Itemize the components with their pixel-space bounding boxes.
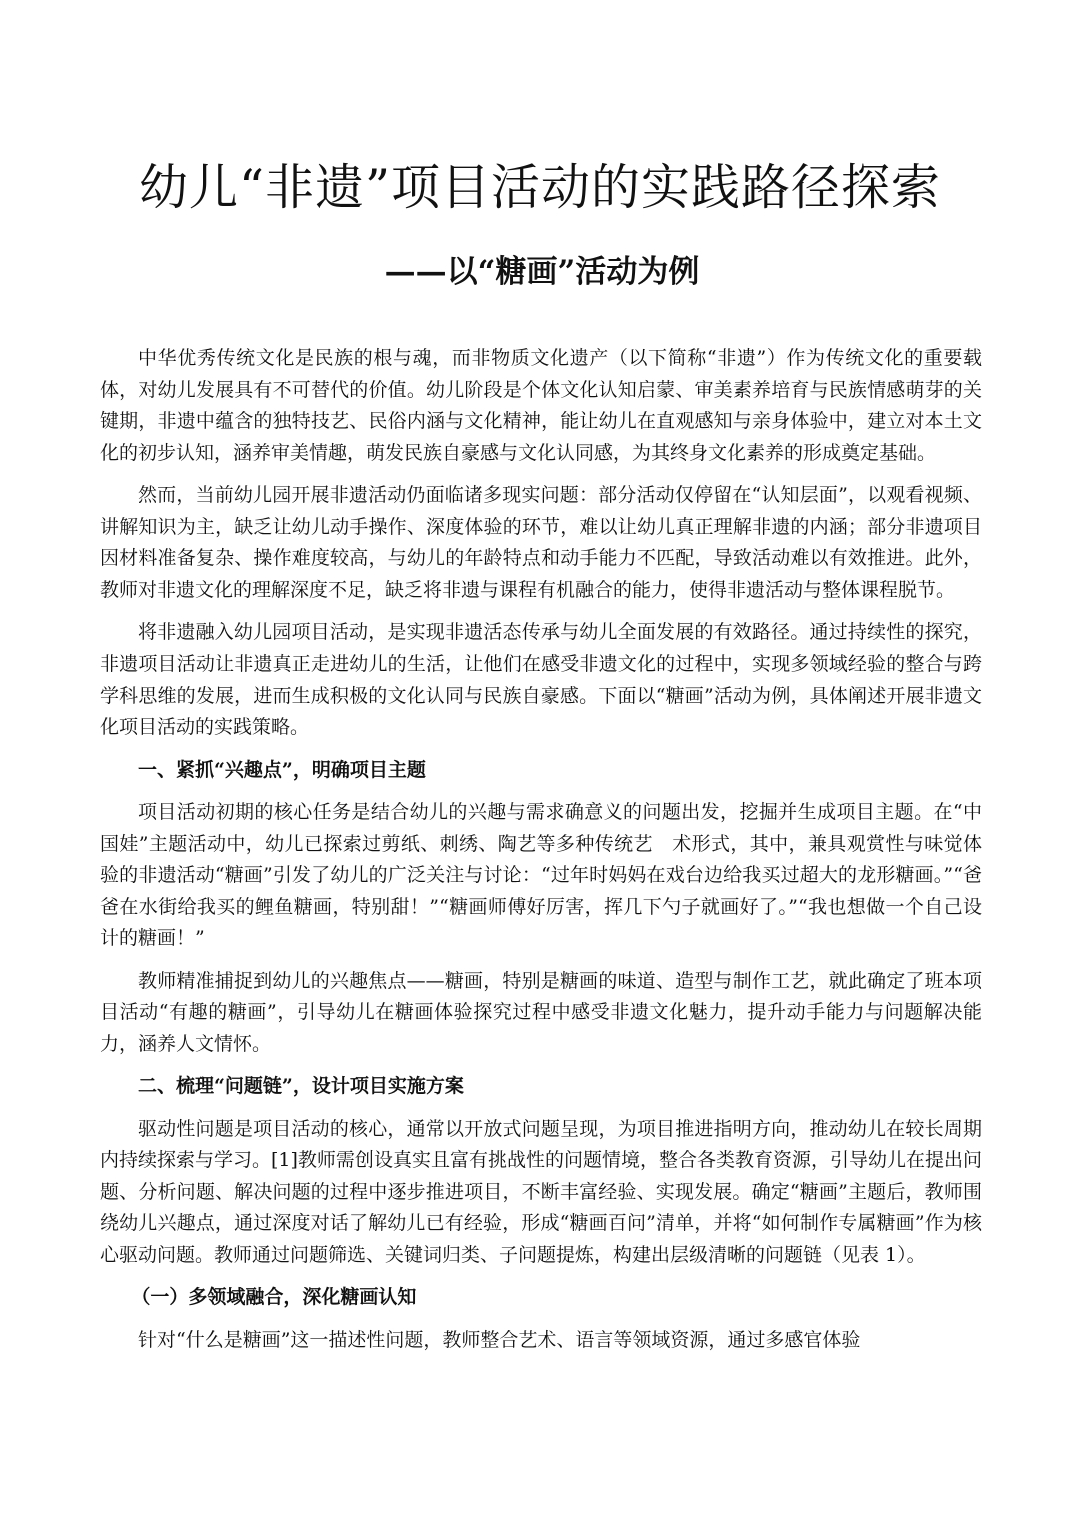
section-heading-2: 二、梳理“问题链”，设计项目实施方案 bbox=[138, 1075, 464, 1098]
article-subtitle: ——以“糖画”活动为例 bbox=[384, 254, 700, 290]
paragraph-problems: 然而，当前幼儿园开展非遗活动仍面临诸多现实问题：部分活动仅停留在“认知层面”，以观看视频、讲解知识为主，缺乏让幼儿动手操作、深度体验的环节，难以让幼儿真正理解非遗的内涵；部分非遗项目因材料准备复杂、操作难度较高，与幼儿的年龄特点和动手能力不匹配，导致活动难以有效推进。此外，教师对非遗文化的理解深度不足，缺乏将非遗与课程有机融合的能力，使得非遗活动与整体课程脱节。 bbox=[100, 484, 982, 601]
paragraph-theme: 教师精准捕捉到幼儿的兴趣焦点——糖画，特别是糖画的味道、造型与制作工艺，就此确定了班本项目活动“有趣的糖画”，引导幼儿在糖画体验探究过程中感受非遗文化魅力，提升动手能力与问题解决能力，涵养人文情怀。 bbox=[100, 969, 982, 1055]
paragraph-gap bbox=[100, 955, 982, 966]
paragraph-gap bbox=[100, 1272, 982, 1283]
paragraph-intro: 中华优秀传统文化是民族的根与魂，而非物质文化遗产（以下简称“非遗”）作为传统文化的重要载体，对幼儿发展具有不可替代的价值。幼儿阶段是个体文化认知启蒙、审美素养培育与民族情感萌芽的关键期，非遗中蕴含的独特技艺、民俗内涵与文化精神，能让幼儿在直观感知与亲身体验中，建立对本土文化的初步认知，涵养审美情趣，萌发民族自豪感与文化认同感，为其终身文化素养的形成奠定基础。 bbox=[100, 347, 982, 464]
section-heading-1: 一、紧抓“兴趣点”，明确项目主题 bbox=[138, 758, 426, 781]
paragraph-gap bbox=[100, 1060, 982, 1071]
article-title: 幼儿“非遗”项目活动的实践路径探索 bbox=[138, 159, 942, 216]
paragraph-gap bbox=[100, 786, 982, 797]
subsection-heading-1: （一）多领域融合，深化糖画认知 bbox=[131, 1286, 417, 1309]
article-body bbox=[100, 343, 982, 1356]
paragraph-gap bbox=[100, 607, 982, 618]
paragraph-gap bbox=[100, 744, 982, 755]
paragraph-gap bbox=[100, 1103, 982, 1114]
paragraph-driving-question: 驱动性问题是项目活动的核心，通常以开放式问题呈现，为项目推进指明方向，推动幼儿在较长周期内持续探索与学习。[1]教师需创设真实且富有挑战性的问题情境，整合各类教育资源，引导幼儿在提出问题、分析问题、解决问题的过程中逐步推进项目，不断丰富经验、实现发展。确定“糖画”主题后，教师围绕幼儿兴趣点，通过深度对话了解幼儿已有经验，形成“糖画百问”清单，并将“如何制作专属糖画”作为核心驱动问题。教师通过问题筛选、关键词归类、子问题提炼，构建出层级清晰的问题链（见表 1）。 bbox=[100, 1117, 982, 1267]
paragraph-interest: 项目活动初期的核心任务是结合幼儿的兴趣与需求确意义的问题出发，挖掘并生成项目主题。在“中国娃”主题活动中，幼儿已探索过剪纸、刺绣、陶艺等多种传统艺 术形式，其中，兼具观赏性与味觉体验的非遗活动“糖画”引发了幼儿的广泛关注与讨论：“过年时妈妈在戏台边给我买过超大的龙形糖画。”“爸爸在水街给我买的鲤鱼糖画，特别甜！”“糖画师傅好厉害，挥几下勺子就画好了。”“我也想做一个自己设计的糖画！” bbox=[100, 800, 982, 950]
paragraph-multidomain: 针对“什么是糖画”这一描述性问题，教师整合艺术、语言等领域资源，通过多感官体验 bbox=[138, 1328, 861, 1351]
paragraph-approach: 将非遗融入幼儿园项目活动，是实现非遗活态传承与幼儿全面发展的有效路径。通过持续性的探究，非遗项目活动让非遗真正走进幼儿的生活，让他们在感受非遗文化的过程中，实现多领域经验的整合与跨学科思维的发展，进而生成积极的文化认同与民族自豪感。下面以“糖画”活动为例，具体阐述开展非遗文化项目活动的实践策略。 bbox=[100, 621, 982, 739]
paragraph-gap bbox=[100, 1314, 982, 1325]
paragraph-gap bbox=[100, 469, 982, 480]
